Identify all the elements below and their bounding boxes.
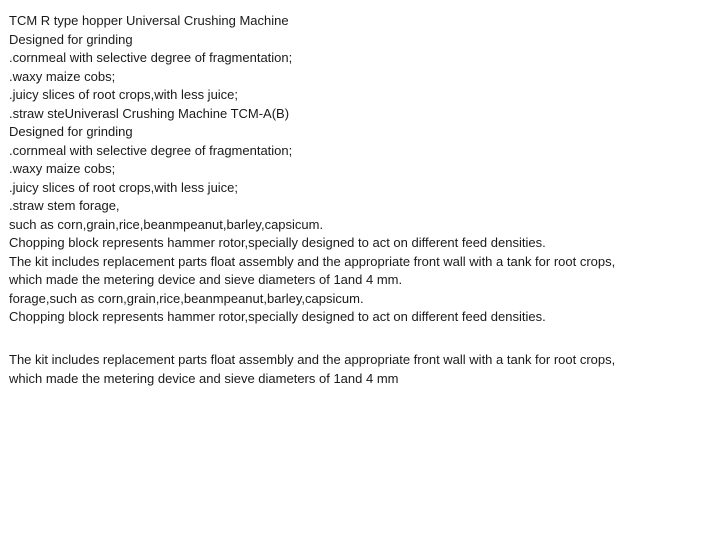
- text-line: which made the metering device and sieve diameters of 1and 4 mm.: [9, 272, 403, 287]
- text-line: The kit includes replacement parts float assembly and the appropriate front wall with a tank for root crops,: [9, 352, 616, 367]
- text-line: .juicy slices of root crops,with less juice;: [9, 87, 239, 102]
- text-line: The kit includes replacement parts float assembly and the appropriate front wall with a tank for root crops,: [9, 253, 616, 269]
- text-line: forage,such as corn,grain,rice,beanmpeanut,barley,capsicum.: [9, 290, 364, 306]
- text-line: .waxy maize cobs;: [9, 68, 116, 84]
- text-line: .juicy slices of root crops,with less juice;: [9, 179, 239, 195]
- text-line: .straw stem forage,: [9, 198, 120, 213]
- text-line: Designed for grinding: [9, 124, 133, 139]
- product-description: [9, 15, 697, 391]
- text-line: .waxy maize cobs;: [9, 161, 116, 176]
- text-line: .cornmeal with selective degree of fragmentation;: [9, 50, 293, 65]
- text-line: Chopping block represents hammer rotor,specially designed to act on different feed densities.: [9, 235, 546, 250]
- text-line: .cornmeal with selective degree of fragmentation;: [9, 142, 293, 158]
- product-title: TCM R type hopper Universal Crushing Machine: [9, 13, 289, 28]
- text-line: .straw steUniverasl Crushing Machine TCM-A(B): [9, 105, 290, 121]
- text-line: such as corn,grain,rice,beanmpeanut,barley,capsicum.: [9, 216, 324, 232]
- text-line: Chopping block represents hammer rotor,specially designed to act on different feed densities.: [9, 309, 546, 324]
- text-line: Designed for grinding: [9, 31, 133, 47]
- text-line: which made the metering device and sieve diameters of 1and 4 mm: [9, 370, 399, 386]
